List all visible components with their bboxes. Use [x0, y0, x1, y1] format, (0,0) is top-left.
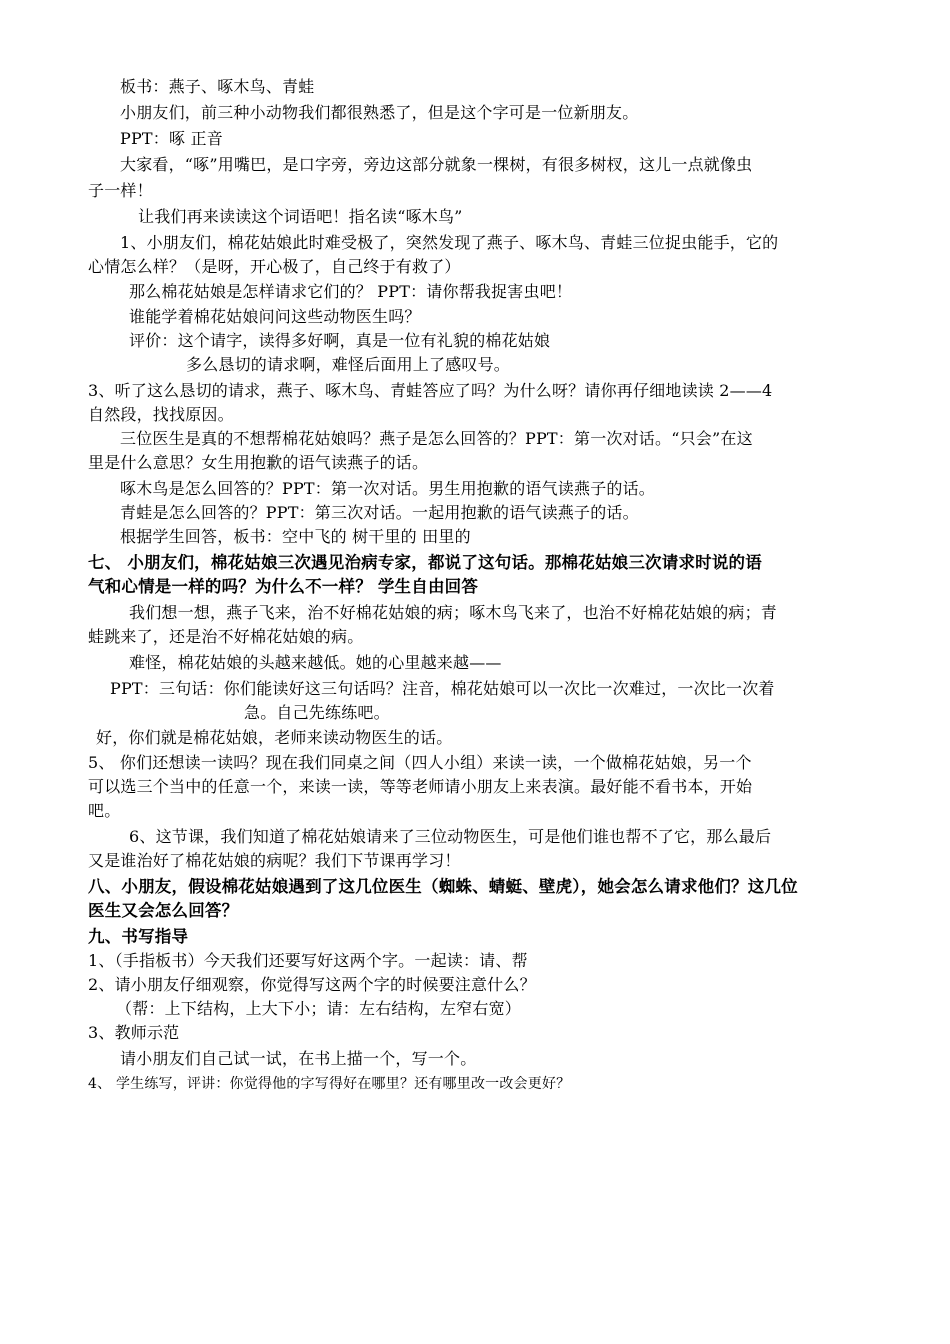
text-line: 子一样！	[88, 181, 153, 200]
text-line: 1、小朋友们，棉花姑娘此时难受极了，突然发现了燕子、啄木鸟、青蛙三位捉虫能手，它的	[120, 233, 779, 252]
text-line: 大家看，“啄”用嘴巴，是口字旁，旁边这部分就象一棵树，有很多树杈，这儿一点就像虫	[120, 155, 753, 174]
text-line: 青蛙是怎么回答的？PPT：第三次对话。一起用抱歉的语气读燕子的话。	[120, 503, 639, 522]
text-line: 多么恳切的请求啊，难怪后面用上了感叹号。	[186, 355, 511, 374]
section-heading-9: 九、书写指导	[88, 927, 189, 946]
text-line: 吧。	[88, 801, 121, 820]
text-line: 3、听了这么恳切的请求，燕子、啄木鸟、青蛙答应了吗？为什么呀？请你再仔细地读读 2——4	[88, 381, 773, 400]
text-line: 三位医生是真的不想帮棉花姑娘吗？燕子是怎么回答的？PPT：第一次对话。“只会”在这	[120, 429, 753, 448]
section-heading-7: 七、 小朋友们，棉花姑娘三次遇见治病专家，都说了这句话。那棉花姑娘三次请求时说的语	[88, 553, 762, 572]
text-line: （帮：上下结构，上大下小；请：左右结构，左窄右宽）	[116, 999, 522, 1018]
text-line: 我们想一想，燕子飞来，治不好棉花姑娘的病；啄木鸟飞来了，也治不好棉花姑娘的病；青	[129, 603, 778, 622]
text-line: 里是什么意思？女生用抱歉的语气读燕子的话。	[88, 453, 429, 472]
text-line: 4、 学生练写，评讲：你觉得他的字写得好在哪里？还有哪里改一改会更好？	[88, 1076, 571, 1092]
section-heading-8: 八、小朋友，假设棉花姑娘遇到了这几位医生（蜘蛛、蜻蜓、壁虎），她会怎么请求他们？这几位	[88, 877, 798, 896]
text-line: 那么棉花姑娘是怎样请求它们的？ PPT：请你帮我捉害虫吧！	[129, 282, 573, 301]
text-line: 请小朋友们自己试一试，在书上描一个，写一个。	[120, 1049, 477, 1068]
text-line: 可以选三个当中的任意一个，来读一读，等等老师请小朋友上来表演。最好能不看书本，开始	[88, 777, 753, 796]
text-line: 难怪，棉花姑娘的头越来越低。她的心里越来越——	[129, 653, 502, 672]
text-line: 3、教师示范	[88, 1023, 180, 1042]
text-line: 5、 你们还想读一读吗？现在我们同桌之间（四人小组）来读一读，一个做棉花姑娘，另一个	[88, 753, 752, 772]
text-line: 6、这节课，我们知道了棉花姑娘请来了三位动物医生，可是他们谁也帮不了它，那么最后	[129, 827, 772, 846]
text-line: 又是谁治好了棉花姑娘的病呢？我们下节课再学习！	[88, 851, 461, 870]
text-line: 让我们再来读读这个词语吧！指名读“啄木鸟”	[138, 207, 463, 226]
text-line: 急。自己先练练吧。	[244, 703, 390, 722]
text-line: 谁能学着棉花姑娘问问这些动物医生吗？	[129, 307, 421, 326]
text-line: PPT：啄 正音	[120, 129, 223, 148]
text-line: 心情怎么样？（是呀，开心极了，自己终于有救了）	[88, 257, 461, 276]
text-line: 小朋友们，前三种小动物我们都很熟悉了，但是这个字可是一位新朋友。	[120, 103, 639, 122]
section-heading-8-cont: 医生又会怎么回答？	[88, 901, 239, 920]
text-line: 2、请小朋友仔细观察，你觉得写这两个字的时候要注意什么？	[88, 975, 536, 994]
text-line: 啄木鸟是怎么回答的？PPT：第一次对话。男生用抱歉的语气读燕子的话。	[120, 479, 656, 498]
text-line: 根据学生回答，板书：空中飞的 树干里的 田里的	[120, 527, 471, 546]
text-line: 板书：燕子、啄木鸟、青蛙	[120, 77, 315, 96]
text-line: 蛙跳来了，还是治不好棉花姑娘的病。	[88, 627, 364, 646]
text-line: 1、（手指板书）今天我们还要写好这两个字。一起读：请、帮	[88, 951, 528, 970]
text-line: PPT：三句话：你们能读好这三句话吗？注音，棉花姑娘可以一次比一次难过，一次比一次着	[110, 679, 775, 698]
section-heading-7-cont: 气和心情是一样的吗？为什么不一样？ 学生自由回答	[88, 577, 479, 596]
text-line: 好，你们就是棉花姑娘，老师来读动物医生的话。	[96, 728, 453, 747]
text-line: 评价：这个请字，读得多好啊，真是一位有礼貌的棉花姑娘	[129, 331, 551, 350]
text-line: 自然段，找找原因。	[88, 405, 234, 424]
